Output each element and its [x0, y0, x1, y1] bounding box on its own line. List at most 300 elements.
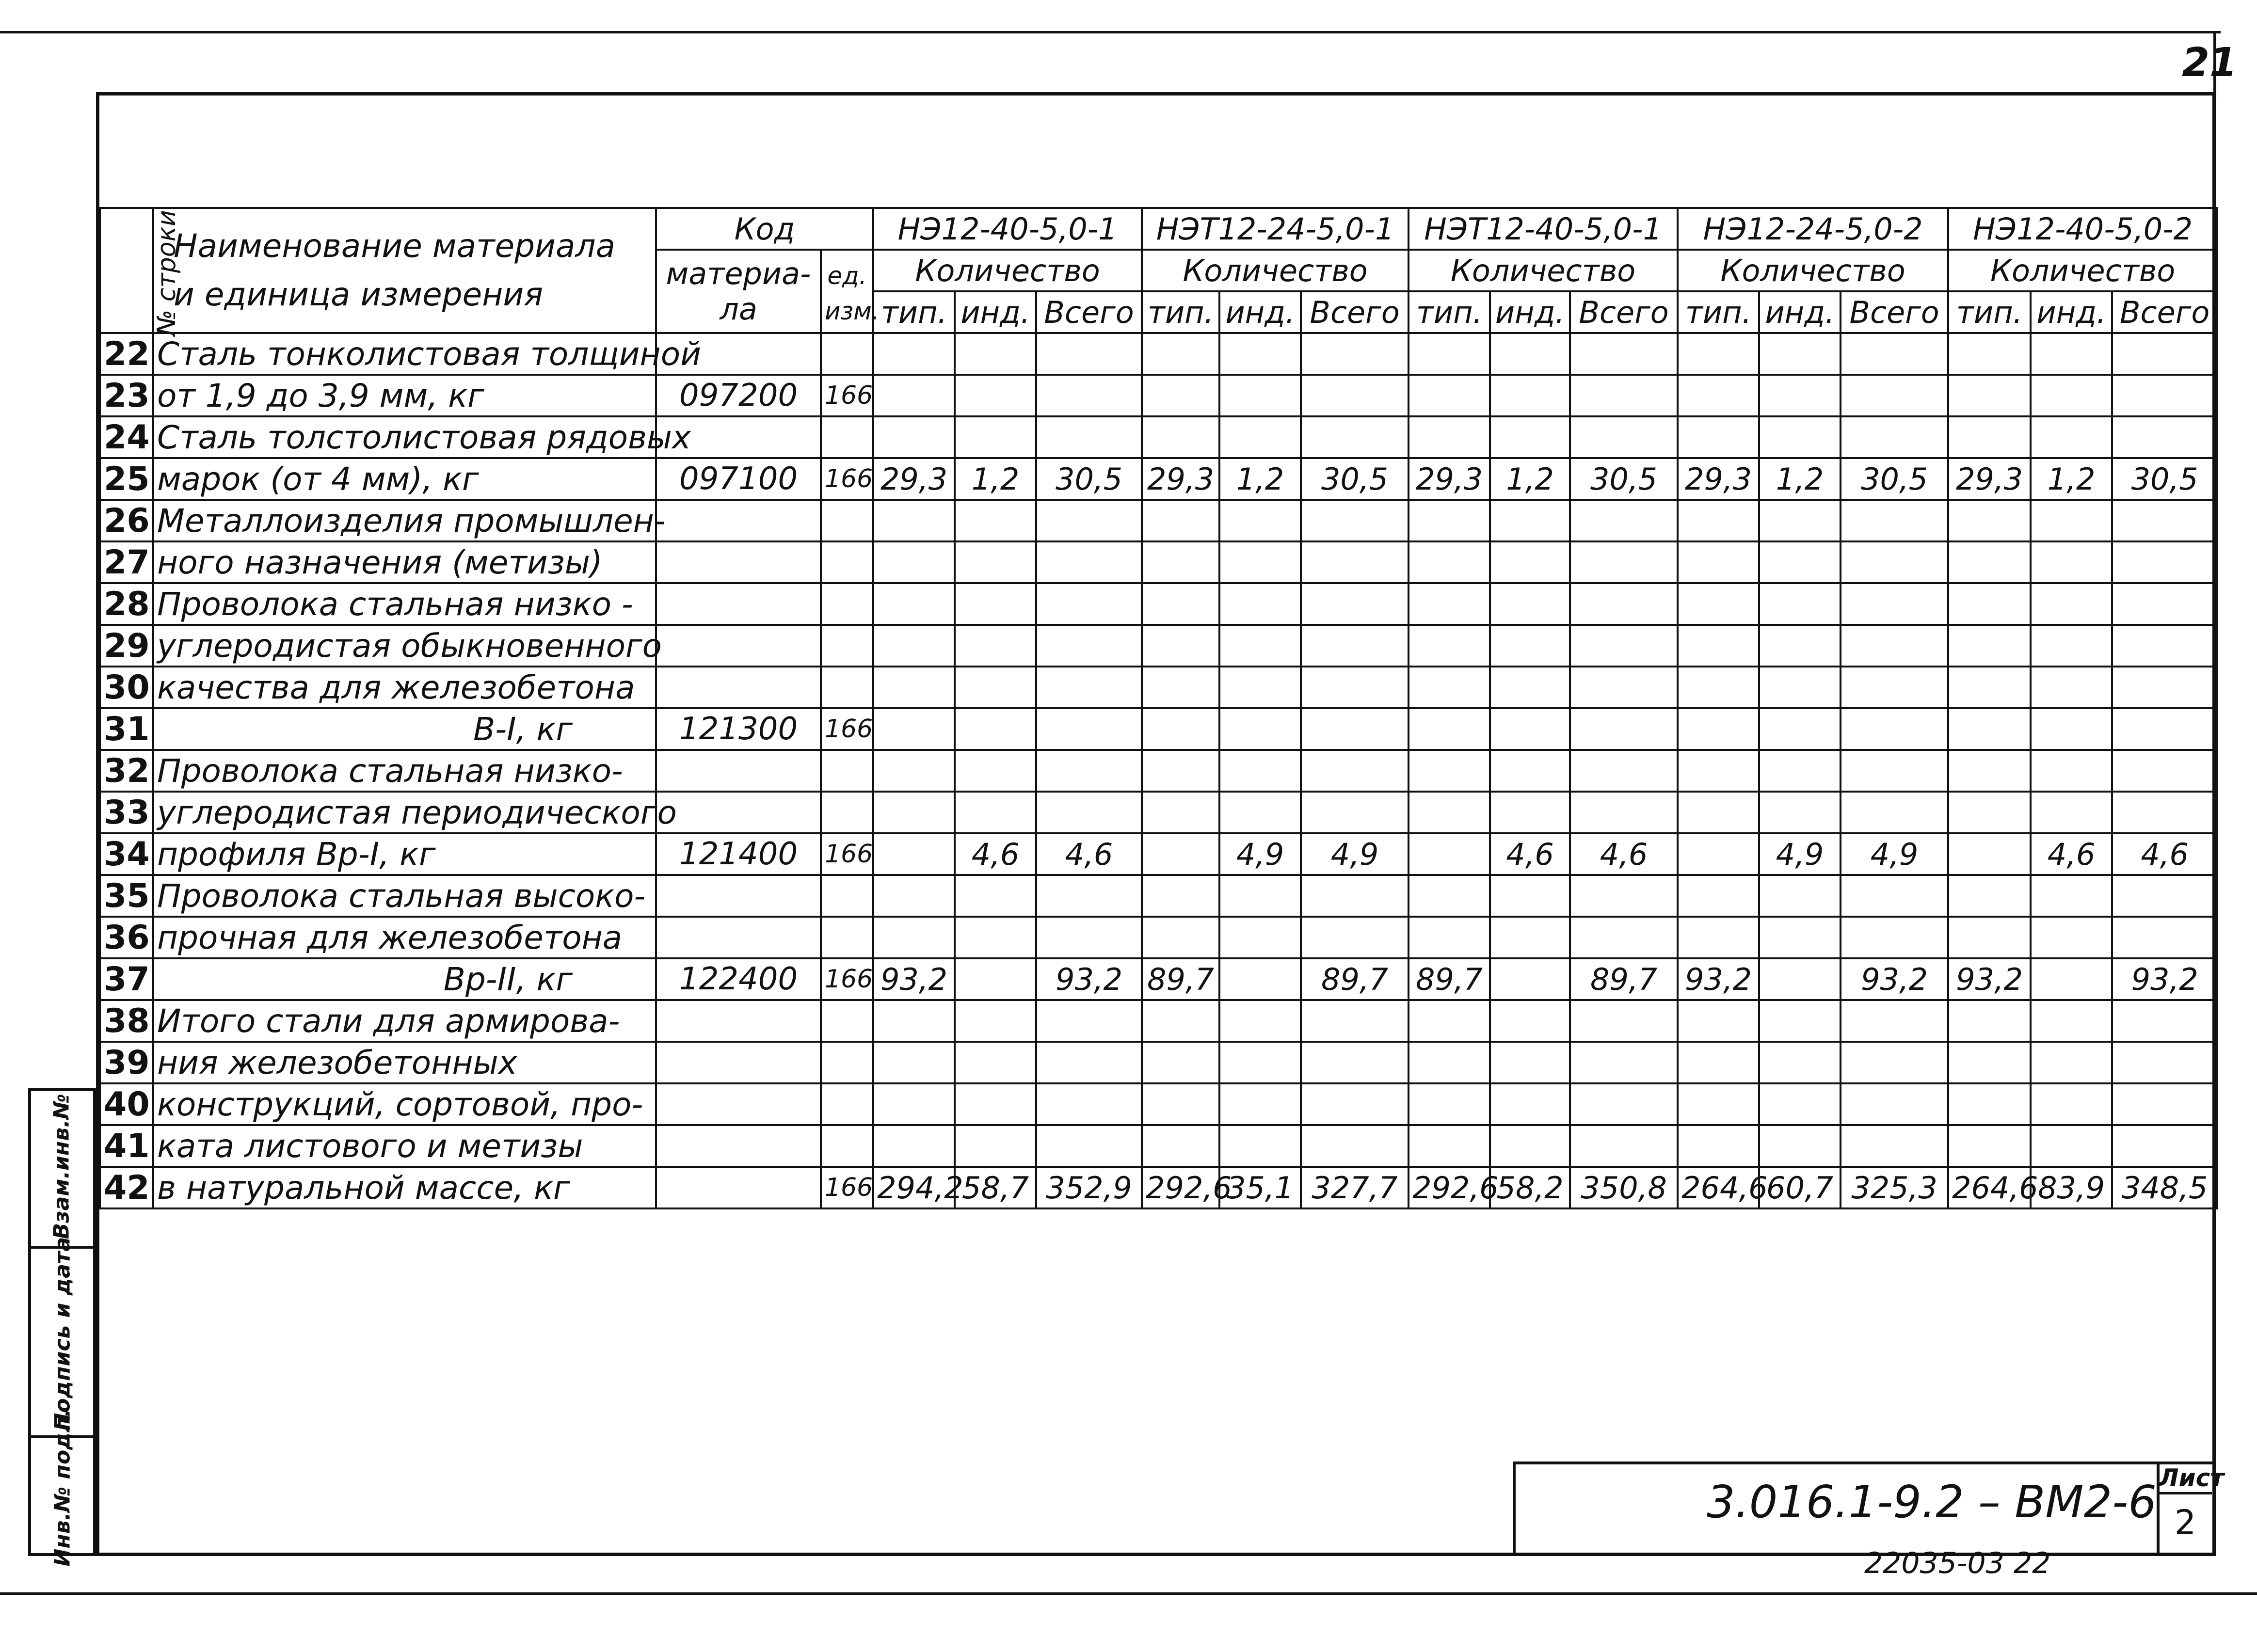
quantity-cell: [1570, 750, 1678, 792]
quantity-cell: [1570, 1042, 1678, 1083]
table-row: [100, 667, 2217, 708]
quantity-cell: [1948, 667, 2031, 708]
row-number: 26: [100, 500, 153, 541]
row-number: 34: [100, 833, 153, 875]
quantity-cell: [1036, 917, 1142, 958]
quantity-cell: [955, 1083, 1036, 1125]
header-sub-typ: тип.: [1409, 291, 1490, 333]
quantity-cell: [2031, 1000, 2112, 1042]
quantity-cell: [873, 583, 955, 625]
sheet-number: 2: [2174, 1503, 2196, 1542]
quantity-cell: [1759, 875, 1841, 917]
header-group-4: НЭ12-24-5,0-2: [1678, 208, 1948, 250]
quantity-cell: 4,6: [1570, 833, 1678, 875]
material-code: [656, 1042, 821, 1083]
quantity-cell: 29,3: [1678, 458, 1759, 500]
unit-code: 166: [821, 833, 873, 875]
table-body: [100, 333, 2217, 1208]
quantity-cell: [1036, 625, 1142, 667]
quantity-cell: 30,5: [2112, 458, 2217, 500]
quantity-cell: [1570, 917, 1678, 958]
archive-number: 22035-03 22: [1864, 1546, 2051, 1580]
materials-table: [99, 207, 2218, 1209]
quantity-cell: 350,8: [1570, 1167, 1678, 1208]
quantity-cell: [955, 875, 1036, 917]
quantity-cell: [1219, 541, 1301, 583]
quantity-cell: [1301, 541, 1409, 583]
quantity-cell: [1142, 792, 1219, 833]
quantity-cell: [2112, 583, 2217, 625]
unit-code: 166: [821, 458, 873, 500]
quantity-cell: [1036, 875, 1142, 917]
row-number: 37: [100, 958, 153, 1000]
quantity-cell: 30,5: [1301, 458, 1409, 500]
quantity-cell: [873, 1042, 955, 1083]
quantity-cell: 93,2: [873, 958, 955, 1000]
quantity-cell: [1409, 541, 1490, 583]
quantity-cell: [2112, 416, 2217, 458]
quantity-cell: [1841, 875, 1948, 917]
quantity-cell: [1490, 958, 1570, 1000]
quantity-cell: 29,3: [1409, 458, 1490, 500]
row-number: 36: [100, 917, 153, 958]
row-number: 42: [100, 1167, 153, 1208]
quantity-cell: [1841, 667, 1948, 708]
quantity-cell: [1490, 792, 1570, 833]
quantity-cell: [1759, 958, 1841, 1000]
quantity-cell: [1301, 1125, 1409, 1167]
quantity-cell: 4,9: [1841, 833, 1948, 875]
material-name: Металлоизделия промышлен-: [153, 500, 656, 541]
quantity-cell: [873, 833, 955, 875]
material-code: 097100: [656, 458, 821, 500]
material-name: Проволока стальная низко -: [153, 583, 656, 625]
material-name: Проволока стальная низко-: [153, 750, 656, 792]
quantity-cell: [1490, 625, 1570, 667]
quantity-cell: [1142, 1042, 1219, 1083]
quantity-cell: [1678, 875, 1759, 917]
quantity-cell: [2112, 708, 2217, 750]
quantity-cell: 294,2: [873, 1167, 955, 1208]
quantity-cell: [1219, 792, 1301, 833]
quantity-cell: [1409, 750, 1490, 792]
quantity-cell: [2031, 917, 2112, 958]
quantity-cell: [955, 667, 1036, 708]
quantity-cell: [955, 541, 1036, 583]
header-quantity: Количество: [873, 250, 1142, 291]
row-number: 32: [100, 750, 153, 792]
bottom-border-line: [0, 1592, 2257, 1595]
quantity-cell: 4,6: [2031, 833, 2112, 875]
quantity-cell: 1,2: [1219, 458, 1301, 500]
quantity-cell: [2031, 1042, 2112, 1083]
quantity-cell: 4,9: [1759, 833, 1841, 875]
quantity-cell: [1409, 1083, 1490, 1125]
quantity-cell: [1036, 667, 1142, 708]
unit-code: [821, 917, 873, 958]
quantity-cell: [1142, 708, 1219, 750]
quantity-cell: [1036, 375, 1142, 416]
quantity-cell: [955, 583, 1036, 625]
material-code: [656, 792, 821, 833]
quantity-cell: [873, 792, 955, 833]
quantity-cell: [1841, 500, 1948, 541]
quantity-cell: [1301, 583, 1409, 625]
material-name: марок (от 4 мм), кг: [153, 458, 656, 500]
material-name: прочная для железобетона: [153, 917, 656, 958]
quantity-cell: [2031, 1125, 2112, 1167]
quantity-cell: [2031, 750, 2112, 792]
quantity-cell: [1409, 875, 1490, 917]
quantity-cell: 29,3: [1142, 458, 1219, 500]
material-code: [656, 1167, 821, 1208]
quantity-cell: [1142, 1083, 1219, 1125]
unit-code: [821, 333, 873, 375]
unit-code: [821, 750, 873, 792]
quantity-cell: [1301, 1083, 1409, 1125]
quantity-cell: 325,3: [1841, 1167, 1948, 1208]
quantity-cell: 4,9: [1301, 833, 1409, 875]
quantity-cell: [1036, 708, 1142, 750]
row-number: 23: [100, 375, 153, 416]
row-number: 41: [100, 1125, 153, 1167]
quantity-cell: 352,9: [1036, 1167, 1142, 1208]
quantity-cell: [1759, 1083, 1841, 1125]
row-number: 30: [100, 667, 153, 708]
quantity-cell: [1219, 708, 1301, 750]
unit-code: [821, 416, 873, 458]
quantity-cell: [1759, 541, 1841, 583]
unit-code: [821, 500, 873, 541]
quantity-cell: [873, 875, 955, 917]
quantity-cell: 1,2: [1490, 458, 1570, 500]
quantity-cell: [1301, 875, 1409, 917]
sheet-label: Лист: [2159, 1464, 2212, 1494]
quantity-cell: [1219, 500, 1301, 541]
quantity-cell: [1219, 1000, 1301, 1042]
quantity-cell: [2031, 333, 2112, 375]
quantity-cell: [1678, 750, 1759, 792]
quantity-cell: [1678, 583, 1759, 625]
header-sub-typ: тип.: [873, 291, 955, 333]
quantity-cell: [2031, 708, 2112, 750]
quantity-cell: [1301, 333, 1409, 375]
quantity-cell: [1409, 917, 1490, 958]
quantity-cell: [1219, 875, 1301, 917]
row-number: 28: [100, 583, 153, 625]
quantity-cell: [1219, 416, 1301, 458]
quantity-cell: [1219, 958, 1301, 1000]
quantity-cell: [955, 625, 1036, 667]
quantity-cell: [1841, 750, 1948, 792]
header-group-5: НЭ12-40-5,0-2: [1948, 208, 2217, 250]
material-name: ката листового и метизы: [153, 1125, 656, 1167]
stamp-replace-inv: Взам.инв.№: [49, 1094, 74, 1239]
row-number: 39: [100, 1042, 153, 1083]
quantity-cell: [2031, 583, 2112, 625]
material-code: [656, 625, 821, 667]
quantity-cell: [2112, 333, 2217, 375]
quantity-cell: [1036, 416, 1142, 458]
material-name: В-I, кг: [153, 708, 656, 750]
unit-code: [821, 1125, 873, 1167]
quantity-cell: [1219, 375, 1301, 416]
quantity-cell: [2031, 792, 2112, 833]
quantity-cell: [2031, 541, 2112, 583]
quantity-cell: [873, 750, 955, 792]
quantity-cell: [1678, 917, 1759, 958]
quantity-cell: 93,2: [1036, 958, 1142, 1000]
quantity-cell: 35,1: [1219, 1167, 1301, 1208]
quantity-cell: [1759, 416, 1841, 458]
quantity-cell: [1409, 708, 1490, 750]
table-row: [100, 541, 2217, 583]
quantity-cell: [1036, 583, 1142, 625]
quantity-cell: [1678, 667, 1759, 708]
quantity-cell: [1036, 1000, 1142, 1042]
quantity-cell: [1142, 833, 1219, 875]
quantity-cell: [1142, 917, 1219, 958]
quantity-cell: [1301, 1000, 1409, 1042]
quantity-cell: [955, 792, 1036, 833]
quantity-cell: [1570, 1083, 1678, 1125]
quantity-cell: [1490, 1042, 1570, 1083]
unit-code: 166: [821, 1167, 873, 1208]
quantity-cell: [873, 1000, 955, 1042]
quantity-cell: [873, 708, 955, 750]
table-row: [100, 1167, 2217, 1208]
quantity-cell: [1490, 583, 1570, 625]
quantity-cell: [1409, 375, 1490, 416]
quantity-cell: 1,2: [2031, 458, 2112, 500]
quantity-cell: [1142, 333, 1219, 375]
quantity-cell: [1142, 667, 1219, 708]
header-sub-typ: тип.: [1142, 291, 1219, 333]
quantity-cell: [1841, 583, 1948, 625]
quantity-cell: [1490, 541, 1570, 583]
quantity-cell: [955, 1042, 1036, 1083]
quantity-cell: [1948, 541, 2031, 583]
quantity-cell: [1409, 583, 1490, 625]
unit-code: [821, 625, 873, 667]
quantity-cell: [1759, 375, 1841, 416]
quantity-cell: [1678, 416, 1759, 458]
quantity-cell: 30,5: [1036, 458, 1142, 500]
quantity-cell: [1570, 792, 1678, 833]
quantity-cell: [1948, 750, 2031, 792]
material-code: [656, 1000, 821, 1042]
quantity-cell: [1759, 333, 1841, 375]
quantity-cell: [2112, 541, 2217, 583]
quantity-cell: [1490, 875, 1570, 917]
quantity-cell: [1841, 708, 1948, 750]
quantity-cell: [1841, 375, 1948, 416]
quantity-cell: 264,6: [1678, 1167, 1759, 1208]
header-sub-ind: инд.: [2031, 291, 2112, 333]
quantity-cell: [1301, 917, 1409, 958]
quantity-cell: [1948, 792, 2031, 833]
quantity-cell: [1036, 500, 1142, 541]
quantity-cell: [1490, 1083, 1570, 1125]
unit-code: 166: [821, 708, 873, 750]
quantity-cell: [1678, 541, 1759, 583]
quantity-cell: [1759, 792, 1841, 833]
unit-code: 166: [821, 958, 873, 1000]
material-name: конструкций, сортовой, про-: [153, 1083, 656, 1125]
header-sub-total: Всего: [1301, 291, 1409, 333]
material-name: Проволока стальная высоко-: [153, 875, 656, 917]
quantity-cell: [2112, 1083, 2217, 1125]
quantity-cell: [1841, 917, 1948, 958]
quantity-cell: [955, 1125, 1036, 1167]
quantity-cell: [1841, 1000, 1948, 1042]
quantity-cell: [1948, 708, 2031, 750]
material-name: Сталь тонколистовая толщиной: [153, 333, 656, 375]
material-name: в натуральной массе, кг: [153, 1167, 656, 1208]
row-number: 24: [100, 416, 153, 458]
quantity-cell: [1570, 1000, 1678, 1042]
quantity-cell: [1409, 625, 1490, 667]
material-code: [656, 750, 821, 792]
row-number: 35: [100, 875, 153, 917]
stamp-cell-replace: [31, 1091, 93, 1246]
material-name: Итого стали для армирова-: [153, 1000, 656, 1042]
quantity-cell: [1142, 541, 1219, 583]
header-quantity: Количество: [1948, 250, 2217, 291]
header-quantity: Количество: [1409, 250, 1678, 291]
quantity-cell: [873, 333, 955, 375]
material-code: [656, 1083, 821, 1125]
quantity-cell: [1678, 1083, 1759, 1125]
quantity-cell: [1678, 333, 1759, 375]
quantity-cell: [1036, 750, 1142, 792]
quantity-cell: [1841, 416, 1948, 458]
quantity-cell: [1841, 625, 1948, 667]
quantity-cell: [1490, 333, 1570, 375]
row-number: 25: [100, 458, 153, 500]
material-name: от 1,9 до 3,9 мм, кг: [153, 375, 656, 416]
quantity-cell: [1759, 708, 1841, 750]
quantity-cell: [873, 667, 955, 708]
quantity-cell: [1142, 1125, 1219, 1167]
quantity-cell: 60,7: [1759, 1167, 1841, 1208]
page-number: 21: [2182, 40, 2238, 86]
quantity-cell: [1570, 708, 1678, 750]
quantity-cell: [1142, 875, 1219, 917]
quantity-cell: [955, 416, 1036, 458]
quantity-cell: 4,6: [955, 833, 1036, 875]
quantity-cell: [955, 500, 1036, 541]
quantity-cell: [1841, 792, 1948, 833]
quantity-cell: 93,2: [1678, 958, 1759, 1000]
quantity-cell: [1759, 1125, 1841, 1167]
unit-code: [821, 667, 873, 708]
quantity-cell: [1759, 667, 1841, 708]
quantity-cell: [1301, 625, 1409, 667]
quantity-cell: [1570, 1125, 1678, 1167]
quantity-cell: [1219, 583, 1301, 625]
header-quantity: Количество: [1142, 250, 1409, 291]
header-sub-ind: инд.: [955, 291, 1036, 333]
quantity-cell: [1759, 625, 1841, 667]
quantity-cell: [955, 708, 1036, 750]
quantity-cell: [1301, 708, 1409, 750]
quantity-cell: [1409, 1125, 1490, 1167]
quantity-cell: [1948, 917, 2031, 958]
row-number: 27: [100, 541, 153, 583]
table-row: [100, 875, 2217, 917]
quantity-cell: [2112, 875, 2217, 917]
material-name: качества для железобетона: [153, 667, 656, 708]
header-sub-total: Всего: [1570, 291, 1678, 333]
quantity-cell: [2031, 875, 2112, 917]
quantity-cell: [1678, 625, 1759, 667]
quantity-cell: [1036, 333, 1142, 375]
material-name: углеродистая периодического: [153, 792, 656, 833]
quantity-cell: [873, 1125, 955, 1167]
quantity-cell: [1142, 583, 1219, 625]
quantity-cell: [1759, 500, 1841, 541]
quantity-cell: 89,7: [1142, 958, 1219, 1000]
quantity-cell: 89,7: [1301, 958, 1409, 1000]
quantity-cell: 292,6: [1142, 1167, 1219, 1208]
unit-code: 166: [821, 375, 873, 416]
quantity-cell: [1678, 833, 1759, 875]
material-name: профиля Вр-I, кг: [153, 833, 656, 875]
stamp-inv-no: Инв.№ подл.: [50, 1409, 75, 1567]
quantity-cell: 1,2: [1759, 458, 1841, 500]
material-name: Вр-II, кг: [153, 958, 656, 1000]
quantity-cell: [1570, 375, 1678, 416]
quantity-cell: 83,9: [2031, 1167, 2112, 1208]
table-row: [100, 375, 2217, 416]
header-group-1: НЭ12-40-5,0-1: [873, 208, 1142, 250]
quantity-cell: [1841, 1125, 1948, 1167]
quantity-cell: [1759, 917, 1841, 958]
quantity-cell: [1841, 541, 1948, 583]
quantity-cell: 4,6: [2112, 833, 2217, 875]
table-row: [100, 333, 2217, 375]
quantity-cell: [1948, 416, 2031, 458]
row-number: 22: [100, 333, 153, 375]
header-quantity: Количество: [1678, 250, 1948, 291]
header-group-2: НЭТ12-24-5,0-1: [1142, 208, 1409, 250]
quantity-cell: 264,6: [1948, 1167, 2031, 1208]
quantity-cell: [2112, 1042, 2217, 1083]
quantity-cell: [1142, 750, 1219, 792]
unit-code: [821, 1042, 873, 1083]
unit-code: [821, 1083, 873, 1125]
quantity-cell: [955, 1000, 1036, 1042]
quantity-cell: [1948, 1042, 2031, 1083]
quantity-cell: [1142, 500, 1219, 541]
header-row-number: № строки: [100, 208, 153, 333]
quantity-cell: [1490, 500, 1570, 541]
quantity-cell: [1036, 792, 1142, 833]
quantity-cell: [1570, 333, 1678, 375]
quantity-cell: [955, 375, 1036, 416]
quantity-cell: [1219, 917, 1301, 958]
quantity-cell: [2112, 1000, 2217, 1042]
quantity-cell: [1678, 1042, 1759, 1083]
unit-code: [821, 875, 873, 917]
row-number: 29: [100, 625, 153, 667]
row-number: 31: [100, 708, 153, 750]
material-name: Сталь толстолистовая рядовых: [153, 416, 656, 458]
quantity-cell: 89,7: [1409, 958, 1490, 1000]
quantity-cell: [2112, 625, 2217, 667]
header-sub-ind: инд.: [1759, 291, 1841, 333]
